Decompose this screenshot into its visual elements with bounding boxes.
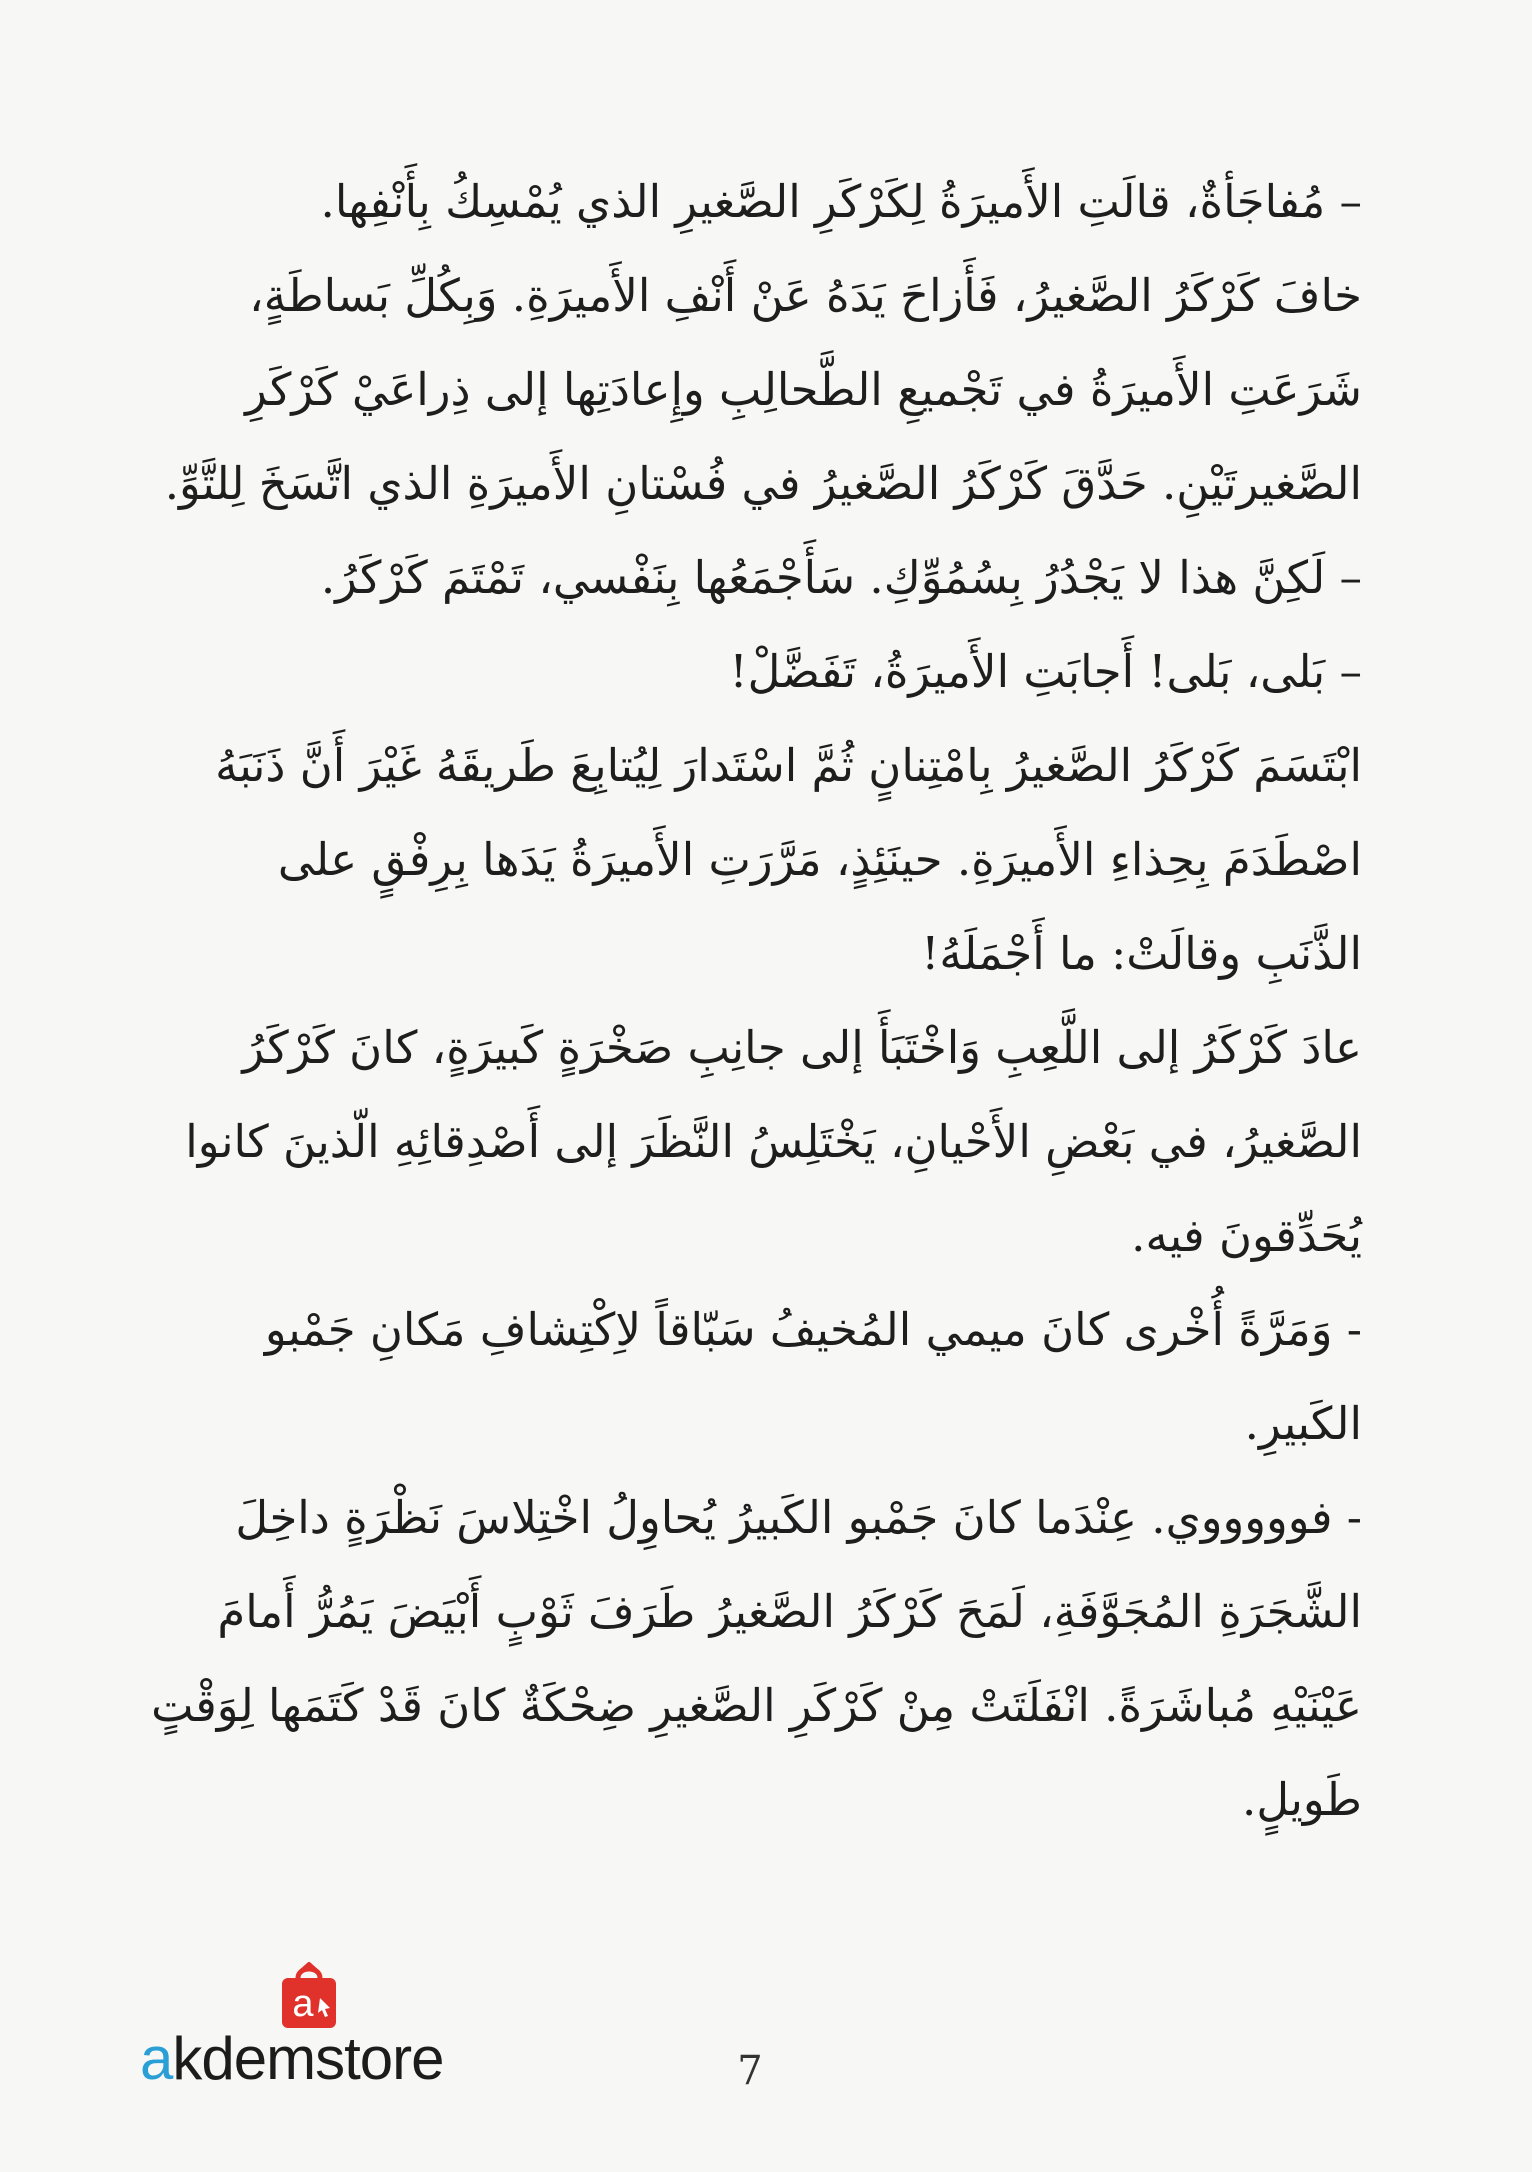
text-line: خافَ كَرْكَرُ الصَّغيرُ، فَأَزاحَ يَدَهُ عَنْ أَنْفِ الأَميرَةِ. وَبِكُلِّ بَساطَةٍ،: [249, 269, 1362, 322]
text-line: الكَبيرِ.: [1244, 1397, 1362, 1450]
text-line: يُحَدِّقونَ فيه.: [1131, 1209, 1362, 1262]
text-line: اصْطَدَمَ بِحِذاءِ الأَميرَةِ. حينَئِذٍ، مَرَّرَتِ الأَميرَةُ يَدَها بِرِفْقٍ على: [277, 833, 1362, 886]
text-line: عادَ كَرْكَرُ إلى اللَّعِبِ وَاخْتَبَأَ إلى جانِبِ صَخْرَةٍ كَبيرَةٍ، كانَ كَرْكَرُ: [242, 1021, 1362, 1074]
text-line: الذَّنَبِ وقالَتْ: ما أَجْمَلَهُ!: [921, 927, 1362, 980]
text-line: - فوووووي. عِنْدَما كانَ جَمْبو الكَبيرُ يُحاوِلُ اخْتِلاسَ نَظْرَةٍ داخِلَ: [235, 1491, 1362, 1544]
text-line: الصَّغيرتَيْنِ. حَدَّقَ كَرْكَرُ الصَّغيرُ في فُسْتانِ الأَميرَةِ الذي اتَّسَخَ لِلتَّوِّ.: [164, 457, 1362, 510]
text-line: – لَكِنَّ هذا لا يَجْدُرُ بِسُمُوِّكِ. سَأَجْمَعُها بِنَفْسي، تَمْتَمَ كَرْكَرُ.: [320, 551, 1362, 604]
text-line: شَرَعَتِ الأَميرَةُ في تَجْميعِ الطَّحالِبِ وإِعادَتِها إلى ذِراعَيْ كَرْكَرِ: [245, 363, 1362, 416]
store-logo: [140, 1962, 510, 2102]
text-line: – بَلى، بَلى! أَجابَتِ الأَميرَةُ، تَفَضَّلْ!: [729, 645, 1362, 698]
text-line: ابْتَسَمَ كَرْكَرُ الصَّغيرُ بِامْتِنانٍ ثُمَّ اسْتَدارَ لِيُتابِعَ طَريقَهُ غَيْرَ أَنَّ ذَنَبَهُ: [215, 739, 1362, 792]
text-line: - وَمَرَّةً أُخْرى كانَ ميمي المُخيفُ سَبّاقاً لاِكْتِشافِ مَكانِ جَمْبو: [264, 1303, 1362, 1356]
bag-letter: a: [292, 1983, 314, 2025]
shopping-bag-icon: [278, 1962, 340, 2030]
text-line: الصَّغيرُ، في بَعْضِ الأَحْيانِ، يَخْتَلِسُ النَّظَرَ إلى أَصْدِقائِهِ الّذينَ كانوا: [185, 1115, 1362, 1168]
story-text: [150, 170, 1362, 1862]
text-line: – مُفاجَأةٌ، قالَتِ الأَميرَةُ لِكَرْكَرِ الصَّغيرِ الذي يُمْسِكُ بِأَنْفِها.: [320, 175, 1362, 228]
text-line: طَويلٍ.: [1242, 1773, 1362, 1826]
text-line: عَيْنَيْهِ مُباشَرَةً. انْفَلَتَتْ مِنْ كَرْكَرِ الصَّغيرِ ضِحْكَةٌ كانَ قَدْ كَتَمَها لِوَقْتٍ: [151, 1679, 1362, 1732]
brand-rest: kdemstore: [172, 2025, 444, 2092]
text-line: الشَّجَرَةِ المُجَوَّفَةِ، لَمَحَ كَرْكَرُ الصَّغيرُ طَرَفَ ثَوْبٍ أَبْيَضَ يَمُرُّ أَمامَ: [217, 1585, 1362, 1638]
brand-initial: a: [140, 2025, 173, 2092]
page-number: 7: [737, 2048, 763, 2094]
brand-name: [140, 2024, 443, 2094]
